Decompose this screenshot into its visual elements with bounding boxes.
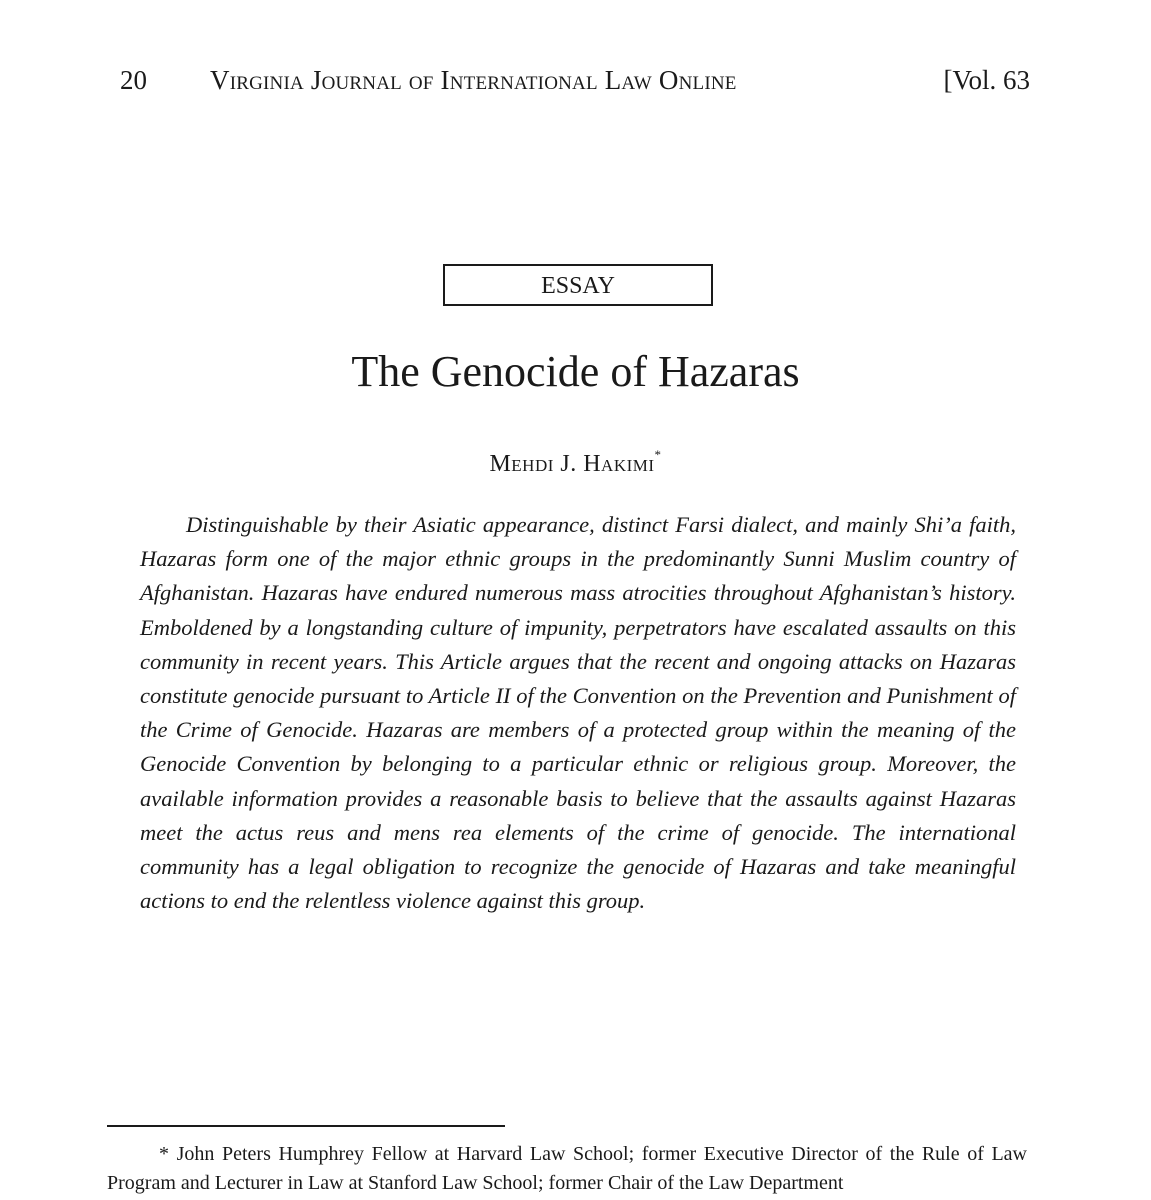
footnote-divider xyxy=(107,1125,505,1127)
section-label-box xyxy=(443,264,713,306)
page-number: 20 xyxy=(120,65,147,95)
author-footnote-mark[interactable]: * xyxy=(654,447,662,462)
volume-label: [Vol. 63 xyxy=(943,65,1030,95)
footnote-text: * John Peters Humphrey Fellow at Harvard Law School; former Executive Director of the Rule of Law Program and Lecturer in Law at Stanford Law School; former Chair of the Law Department xyxy=(107,1143,1027,1194)
journal-title: Virginia Journal of International Law Online xyxy=(210,65,737,95)
abstract-paragraph: Distinguishable by their Asiatic appearance, distinct Farsi dialect, and mainly Shi’a faith, Hazaras form one of the major ethnic groups in the predominantly Sunni Muslim country of Afghanistan. Hazaras have endured numerous mass atrocities throughout Afghanistan’s history. Emboldened by a longstanding culture of impunity, perpetrators have escalated assaults on this community in recent years. This Article argues that the recent and ongoing attacks on Hazaras constitute genocide pursuant to Article II of the Convention on the Prevention and Punishment of the Crime of Genocide. Hazaras are members of a protected group within the meaning of the Genocide Convention by belonging to a particular ethnic or religious group. Moreover, the available information provides a reasonable basis to believe that the assaults against Hazaras meet the actus reus and mens rea elements of the crime of genocide. The international community has a legal obligation to recognize the genocide of Hazaras and take meaningful actions to end the relentless violence against this group. xyxy=(140,512,1016,914)
section-label: ESSAY xyxy=(541,273,615,299)
author-line xyxy=(0,438,1151,481)
running-header xyxy=(120,62,1030,98)
article-title: The Genocide of Hazaras xyxy=(351,347,800,396)
author-name: Mehdi J. Hakimi xyxy=(489,451,655,477)
